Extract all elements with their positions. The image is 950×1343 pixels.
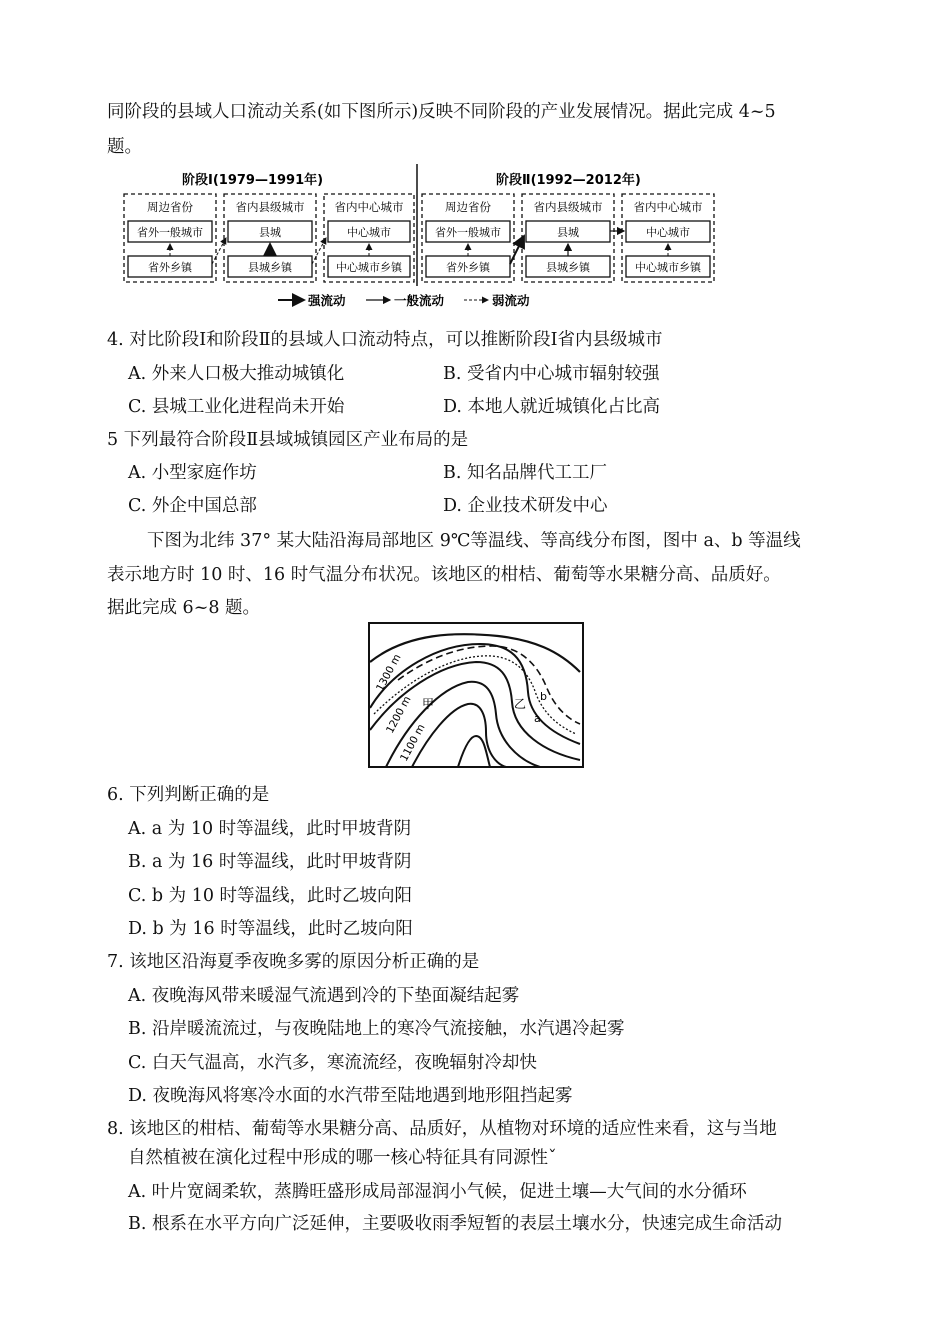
- intro-line-2: 题。: [107, 137, 142, 157]
- label-a: a: [534, 712, 541, 725]
- q4-option-b[interactable]: B. 受省内中心城市辐射较强: [443, 364, 660, 384]
- label-1300: 1300 m: [374, 652, 404, 694]
- q4-option-c[interactable]: C. 县城工业化进程尚未开始: [128, 397, 345, 417]
- q7-stem: 7. 该地区沿海夏季夜晚多雾的原因分析正确的是: [107, 952, 480, 972]
- label-1100: 1100 m: [398, 722, 428, 764]
- s2-out-city: 省外一般城市: [435, 226, 501, 239]
- q7-option-a[interactable]: A. 夜晚海风带来暖湿气流遇到冷的下垫面凝结起雾: [128, 986, 520, 1006]
- q5-option-c[interactable]: C. 外企中国总部: [128, 496, 257, 516]
- q6-option-a[interactable]: A. a 为 10 时等温线，此时甲坡背阴: [128, 819, 412, 839]
- s1-center-label: 省内中心城市: [334, 200, 404, 214]
- population-flow-diagram: [118, 160, 730, 312]
- s1-county-label: 省内县级城市: [235, 200, 305, 214]
- s1-neighbor-label: 周边省份: [147, 200, 193, 214]
- legend-weak: 弱流动: [492, 293, 530, 308]
- s1-center: 中心城市: [347, 226, 391, 239]
- intro2-line-3: 据此完成 6~8 题。: [107, 598, 261, 618]
- intro2-line-2: 表示地方时 10 时、16 时气温分布状况。该地区的柑桔、葡萄等水果糖分高、品质好。: [107, 565, 781, 585]
- q6-option-d[interactable]: D. b 为 16 时等温线，此时乙坡向阳: [128, 919, 413, 939]
- label-jia: 甲: [422, 697, 435, 711]
- s1-out-town: 省外乡镇: [148, 261, 192, 274]
- s1-county: 县城: [259, 226, 281, 239]
- s2-county: 县城: [557, 226, 579, 239]
- q4-option-a[interactable]: A. 外来人口极大推动城镇化: [128, 364, 345, 384]
- s1-center-town: 中心城市乡镇: [336, 261, 402, 274]
- q5-stem: 5 下列最符合阶段Ⅱ县域城镇园区产业布局的是: [107, 430, 469, 450]
- q8-stem-line-2: 自然植被在演化过程中形成的哪一核心特征具有同源性ˇ: [128, 1148, 557, 1168]
- label-1200: 1200 m: [384, 694, 414, 736]
- s1-county-town: 县城乡镇: [248, 261, 292, 274]
- q8-option-b[interactable]: B. 根系在水平方向广泛延伸，主要吸收雨季短暂的表层土壤水分，快速完成生命活动: [128, 1214, 782, 1234]
- intro-line-1: 同阶段的县域人口流动关系(如下图所示)反映不同阶段的产业发展情况。据此完成 4~5: [107, 102, 776, 122]
- intro2-line-1: 下图为北纬 37° 某大陆沿海局部地区 9℃等温线、等高线分布图，图中 a、b 等温线: [147, 531, 801, 551]
- s1-out-city: 省外一般城市: [137, 226, 203, 239]
- stage1-title: 阶段Ⅰ(1979—1991年): [182, 173, 324, 188]
- s2-out-town: 省外乡镇: [446, 261, 490, 274]
- q4-stem: 4. 对比阶段Ⅰ和阶段Ⅱ的县域人口流动特点，可以推断阶段Ⅰ省内县级城市: [107, 330, 663, 350]
- q5-option-a[interactable]: A. 小型家庭作坊: [128, 463, 257, 483]
- q7-option-b[interactable]: B. 沿岸暖流流过，与夜晚陆地上的寒冷气流接触，水汽遇冷起雾: [128, 1019, 625, 1039]
- s2-center-town: 中心城市乡镇: [635, 261, 701, 274]
- s2-center-label: 省内中心城市: [633, 200, 703, 214]
- legend-strong: 强流动: [308, 293, 346, 308]
- q4-option-d[interactable]: D. 本地人就近城镇化占比高: [443, 397, 661, 417]
- q7-option-c[interactable]: C. 白天气温高，水汽多，寒流流经，夜晚辐射冷却快: [128, 1053, 537, 1073]
- label-yi: 乙: [514, 697, 527, 711]
- s2-county-town: 县城乡镇: [546, 261, 590, 274]
- q6-option-b[interactable]: B. a 为 16 时等温线，此时甲坡背阴: [128, 852, 412, 872]
- label-b: b: [540, 690, 547, 703]
- s2-center: 中心城市: [646, 226, 690, 239]
- q5-option-b[interactable]: B. 知名品牌代工工厂: [443, 463, 607, 483]
- q6-option-c[interactable]: C. b 为 10 时等温线，此时乙坡向阳: [128, 886, 413, 906]
- contour-isotherm-map: [368, 622, 584, 768]
- stage2-title: 阶段Ⅱ(1992—2012年): [496, 173, 641, 188]
- q6-stem: 6. 下列判断正确的是: [107, 785, 270, 805]
- q8-option-a[interactable]: A. 叶片宽阔柔软，蒸腾旺盛形成局部湿润小气候，促进土壤—大气间的水分循环: [128, 1182, 747, 1202]
- q5-option-d[interactable]: D. 企业技术研发中心: [443, 496, 608, 516]
- s2-county-label: 省内县级城市: [533, 200, 603, 214]
- q7-option-d[interactable]: D. 夜晚海风将寒冷水面的水汽带至陆地遇到地形阻挡起雾: [128, 1086, 573, 1106]
- legend-general: 一般流动: [394, 293, 445, 308]
- s2-neighbor-label: 周边省份: [445, 200, 491, 214]
- q8-stem-line-1: 8. 该地区的柑桔、葡萄等水果糖分高、品质好，从植物对环境的适应性来看，这与当地: [107, 1119, 777, 1139]
